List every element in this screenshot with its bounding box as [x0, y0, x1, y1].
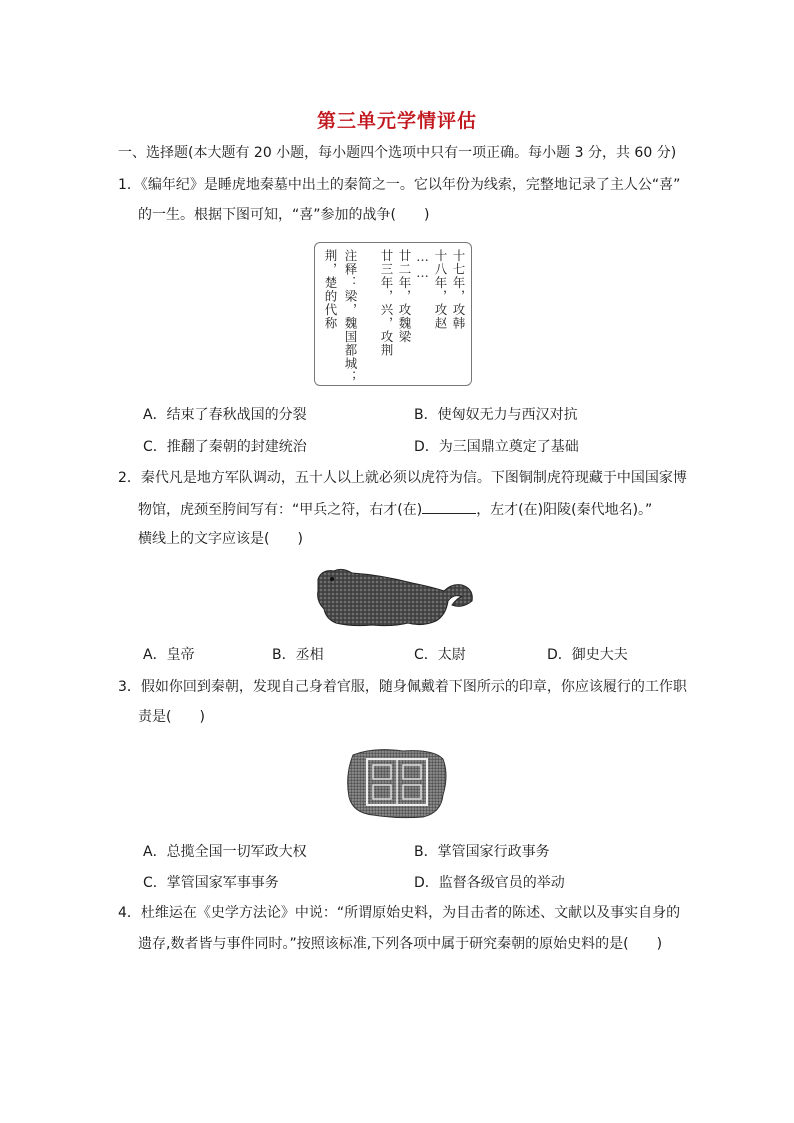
q1-option-a[interactable]: A．结束了春秋战国的分裂 — [143, 407, 307, 423]
q3-stem-line2: 责是( ) — [138, 709, 205, 725]
q2-stem-line3: 横线上的文字应该是( ) — [138, 531, 303, 547]
q1-option-d[interactable]: D．为三国鼎立奠定了基础 — [414, 439, 579, 455]
slip-column: 注释：梁，魏国都城； — [343, 249, 358, 384]
page-title: 第三单元学情评估 — [316, 110, 477, 132]
slip-column: 荆，楚的代称 — [323, 249, 338, 330]
q1-stem-line1: 1．《编年纪》是睡虎地秦墓中出土的秦简之一。它以年份为线索，完整地记录了主人公“喜” — [118, 177, 681, 193]
q2-option-d[interactable]: D．御史大夫 — [547, 647, 628, 663]
bamboo-slip-figure — [314, 242, 472, 386]
q1-option-b[interactable]: B．使匈奴无力与西汉对抗 — [414, 407, 578, 423]
seal-image — [343, 745, 451, 821]
q3-option-a[interactable]: A．总揽全国一切军政大权 — [143, 844, 307, 860]
slip-column: 廿三年，兴，攻荆 — [379, 249, 394, 357]
section-header: 一、选择题(本大题有 20 小题，每小题四个选项中只有一项正确。每小题 3 分，共 60 分) — [118, 145, 677, 161]
answer-blank — [422, 499, 476, 514]
q3-stem-line1: 3．假如你回到秦朝，发现自己身着官服，随身佩戴着下图所示的印章，你应该履行的工作职 — [118, 679, 687, 695]
tiger-tally-image — [312, 561, 480, 633]
slip-column: 廿二年，攻魏梁 — [397, 249, 412, 344]
q3-option-d[interactable]: D．监督各级官员的举动 — [414, 875, 565, 891]
q2-stem-line2 — [138, 499, 652, 520]
q2-stem-line2-before: 物馆，虎颈至胯间写有：“甲兵之符，右才(在) — [138, 502, 423, 518]
q2-stem-line2-after: ，左才(在)阳陵(秦代地名)。” — [476, 502, 653, 518]
q2-option-b[interactable]: B．丞相 — [272, 647, 324, 663]
slip-column: …… — [415, 249, 430, 281]
q2-stem-line1: 2．秦代凡是地方军队调动，五十人以上就必须以虎符为信。下图铜制虎符现藏于中国国家博 — [118, 470, 687, 486]
slip-column: 十七年，攻韩 — [451, 249, 466, 330]
q1-stem-line2: 的一生。根据下图可知，“喜”参加的战争( ) — [138, 207, 430, 223]
q1-option-c[interactable]: C．推翻了秦朝的封建统治 — [143, 439, 307, 455]
slip-column: 十八年，攻赵 — [433, 249, 448, 330]
q4-stem-line2: 遗存,数者皆与事件同时。”按照该标准,下列各项中属于研究秦朝的原始史料的是( ) — [138, 936, 663, 952]
q2-option-c[interactable]: C．太尉 — [414, 647, 466, 663]
q4-stem-line1: 4．杜维运在《史学方法论》中说：“所谓原始史料，为目击者的陈述、文献以及事实自身的 — [118, 905, 681, 921]
q3-option-c[interactable]: C．掌管国家军事事务 — [143, 875, 279, 891]
q3-option-b[interactable]: B．掌管国家行政事务 — [414, 844, 550, 860]
q2-option-a[interactable]: A．皇帝 — [143, 647, 195, 663]
